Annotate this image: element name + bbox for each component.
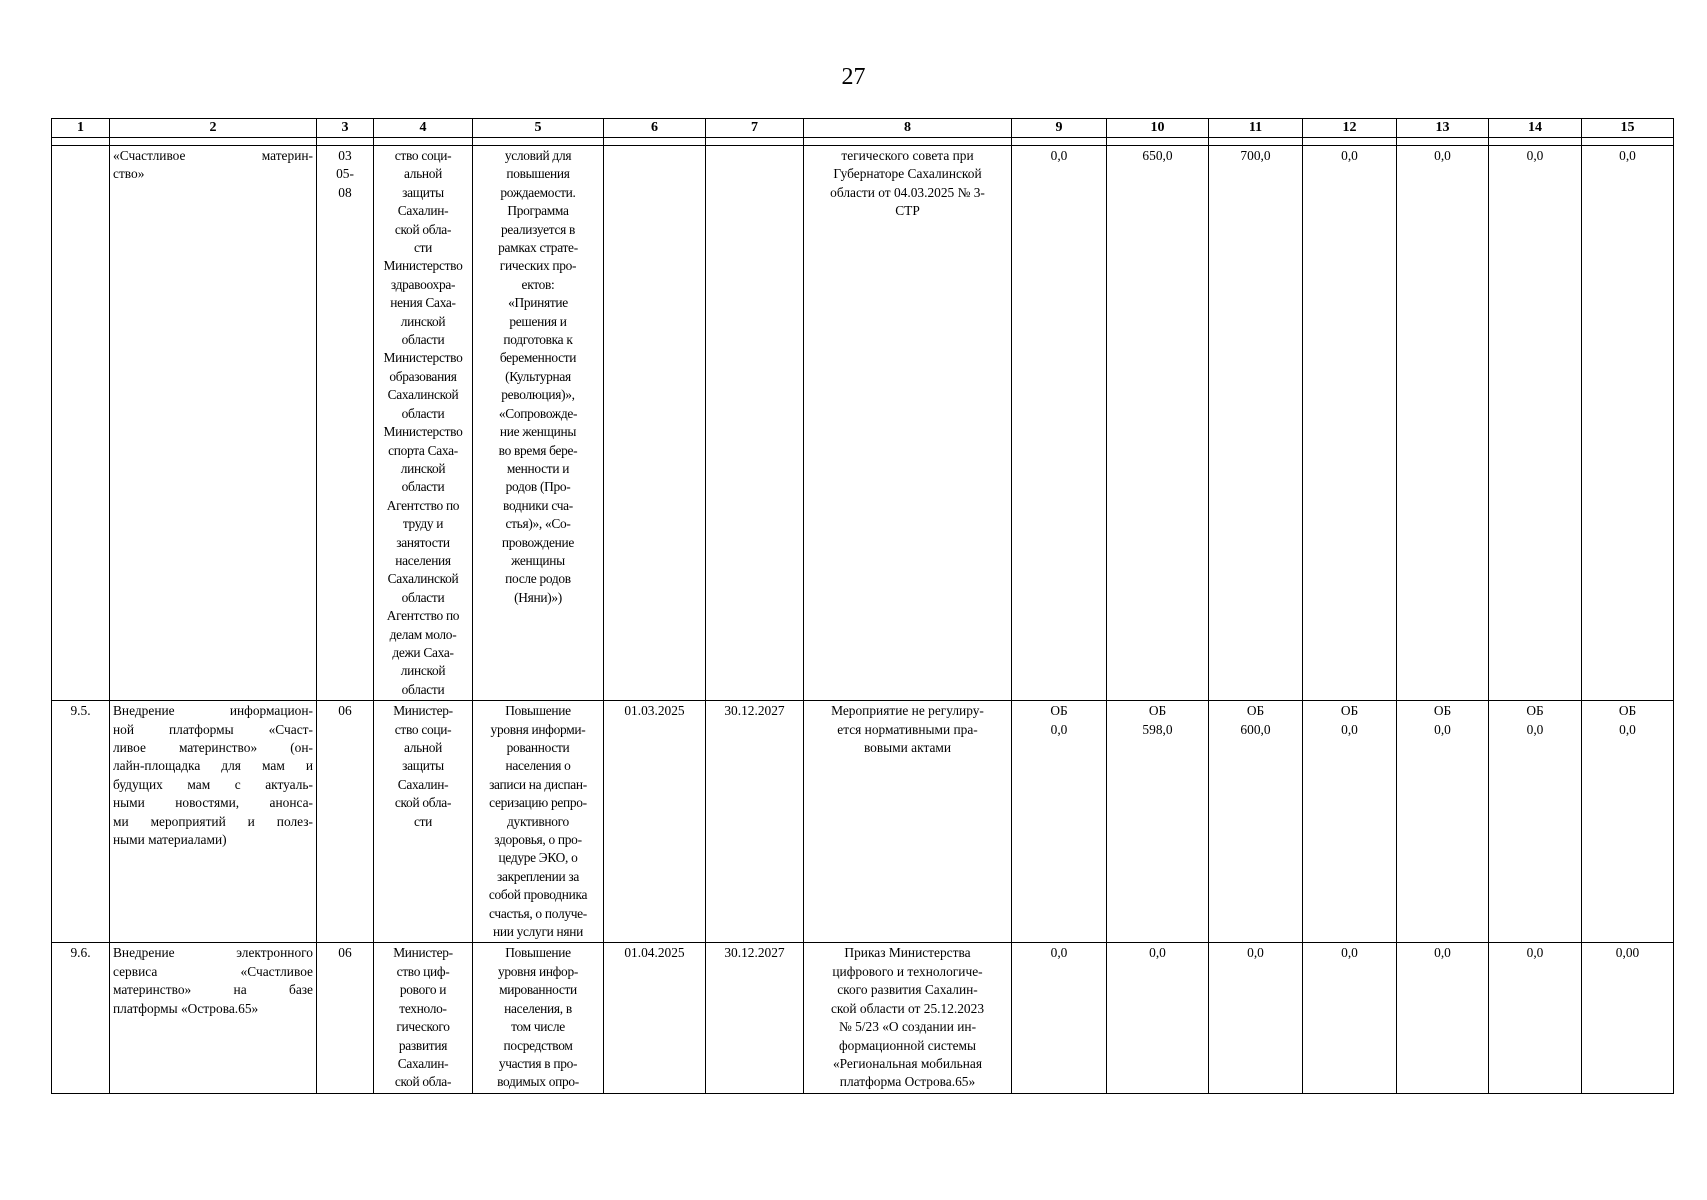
value-cell-col12 (1303, 701, 1397, 943)
cell-text-line: революция)», (501, 387, 575, 403)
cell-text-line: ОБ (1246, 703, 1265, 719)
cell-text-line: здоровья, о про- (494, 832, 582, 848)
column-number-row (52, 119, 1674, 138)
cell-text-line: Мероприятие не регулиру- (831, 703, 984, 719)
legal-basis-cell (804, 701, 1012, 943)
cell-text-line: Сахалинской (387, 387, 459, 403)
value-cell-col9 (1012, 146, 1107, 701)
column-header: 5 (473, 119, 604, 138)
executor-cell (374, 701, 473, 943)
value-cell-col15 (1582, 943, 1674, 1093)
cell-text-line: 0,0 (1434, 148, 1451, 163)
value-cell-col10 (1107, 701, 1209, 943)
value-cell-col10 (1107, 943, 1209, 1093)
cell-text-line: 0,0 (1619, 721, 1636, 737)
column-header: 13 (1397, 119, 1489, 138)
cell-text-line: рового и (399, 982, 447, 998)
cell-text-line: альной (403, 740, 443, 755)
cell-text-line: рождаемости. (500, 184, 576, 200)
cell-text-line: спорта Саха- (388, 442, 458, 458)
cell-text-line: ской обла- (394, 1074, 452, 1090)
cell-text-line: записи на диспан- (489, 776, 587, 792)
cell-text-line: мированности (499, 982, 577, 998)
cell-text-line: ство циф- (396, 963, 450, 979)
cell-text-line: 0,0 (1526, 721, 1544, 737)
cell-text-line: альной (403, 166, 443, 182)
table-row (52, 701, 1674, 943)
cell-text-line: счастья, о получе- (489, 905, 587, 921)
cell-text-line: 0,0 (1526, 945, 1544, 961)
value-cell-col12 (1303, 943, 1397, 1093)
cell-text-line: ными новостями, анонса- (113, 795, 313, 811)
cell-text-line: труду и (402, 516, 444, 532)
cell-text-line: области от 04.03.2025 № 3- (830, 184, 985, 200)
value-cell-col9 (1012, 701, 1107, 943)
measure-name-cell (110, 701, 317, 943)
cell-text-line: защиты (402, 184, 444, 200)
header-gap (52, 138, 1674, 146)
cell-text-line: нения Саха- (390, 295, 456, 311)
cell-text-line: СТР (895, 203, 920, 219)
cell-text-line: 0,00 (1615, 945, 1640, 961)
cell-text-line: дежи Саха- (392, 644, 454, 660)
cell-text-line: родов (Про- (505, 479, 571, 495)
cell-text-line: области (401, 479, 445, 495)
value-cell-col14 (1489, 701, 1582, 943)
cell-text-line: собой проводника (488, 887, 588, 903)
cell-text-line: менности и (506, 460, 570, 476)
column-header: 11 (1209, 119, 1303, 138)
cell-text-line: «Региональная мобильная (832, 1055, 983, 1071)
cell-text-line: Агентство по (386, 608, 460, 624)
cell-text-line: 05- (336, 166, 354, 182)
cell-text-line: ство» (113, 166, 145, 182)
cell-text-line: сти (413, 240, 433, 256)
cell-text-line: 03 (338, 148, 352, 163)
cell-text-line: 0,0 (1341, 148, 1358, 163)
cell-text-line: Внедрение электронного (113, 945, 313, 961)
cell-text-line: гического (396, 1019, 450, 1035)
cell-text-line: 650,0 (1142, 148, 1173, 163)
cell-text-line: 700,0 (1240, 148, 1271, 163)
cell-text-line: 0,0 (1247, 945, 1264, 961)
cell-text-line: платформы «Острова.65» (113, 1000, 259, 1016)
cell-text-line: 0,0 (1149, 945, 1166, 961)
column-header: 7 (706, 119, 804, 138)
cell-text-line: ской обла- (394, 221, 452, 237)
cell-text-line: ской области от 25.12.2023 (830, 1000, 985, 1016)
cell-text-line: области (401, 589, 445, 605)
cell-text-line: ется нормативными пра- (837, 721, 978, 737)
value-cell-col13 (1397, 943, 1489, 1093)
cell-text-line: (Культурная (505, 368, 571, 384)
cell-text-line: ливое материнство» (он- (113, 740, 313, 755)
cell-text-line: образования (389, 368, 457, 384)
value-cell-col13 (1397, 146, 1489, 701)
cell-text-line: платформа Острова.65» (839, 1074, 976, 1090)
column-header: 4 (374, 119, 473, 138)
cell-text-line: закреплении за (496, 868, 580, 884)
cell-text-line: области (401, 405, 445, 421)
cell-text-line: ной платформы «Счаст- (113, 721, 313, 737)
measure-name-cell (110, 146, 317, 701)
cell-text-line: серизацию репро- (489, 795, 587, 811)
end-date-cell: 30.12.2027 (706, 701, 804, 943)
cell-text-line: 06 (338, 945, 352, 961)
value-cell-col11 (1209, 146, 1303, 701)
legal-basis-cell (804, 943, 1012, 1093)
cell-text-line: беременности (499, 350, 577, 366)
cell-text-line: 0,0 (1050, 148, 1068, 163)
legal-basis-cell (804, 146, 1012, 701)
cell-text-line: после родов (505, 571, 571, 587)
column-header: 10 (1107, 119, 1209, 138)
row-number-cell (52, 146, 110, 701)
cell-text-line: формационной системы (838, 1037, 977, 1053)
cell-text-line: занятости (396, 534, 450, 550)
cell-text-line: населения (395, 552, 451, 568)
cell-text-line: Министерство (383, 350, 463, 366)
cell-text-line: «Счастливое материн- (113, 148, 313, 163)
cell-text-line: 0,0 (1050, 945, 1068, 961)
cell-text-line: 600,0 (1240, 721, 1271, 737)
cell-text-line: области (401, 332, 445, 348)
measure-name-cell (110, 943, 317, 1093)
cell-text-line: Повышение (505, 945, 571, 961)
cell-text-line: ОБ (1050, 703, 1068, 719)
cell-text-line: делам моло- (389, 626, 457, 642)
column-header: 14 (1489, 119, 1582, 138)
cell-text-line: здравоохра- (390, 276, 456, 292)
cell-text-line: рамках страте- (498, 240, 578, 256)
cell-text-line: Министер- (393, 945, 453, 961)
cell-text-line: 06 (338, 703, 352, 719)
cell-text-line: сти (413, 813, 433, 829)
column-header: 8 (804, 119, 1012, 138)
code-cell (317, 146, 374, 701)
cell-text-line: 0,0 (1619, 148, 1636, 163)
end-date-cell (706, 146, 804, 701)
cell-text-line: водники сча- (503, 497, 573, 513)
cell-text-line: будущих мам с актуаль- (113, 776, 313, 792)
cell-text-line: нии услуги няни (492, 924, 584, 940)
cell-text-line: области (401, 681, 445, 697)
end-date-cell: 30.12.2027 (706, 943, 804, 1093)
cell-text-line: Приказ Министерства (844, 945, 971, 961)
cell-text-line: участия в про- (498, 1055, 578, 1071)
start-date-cell: 01.04.2025 (604, 943, 706, 1093)
start-date-cell: 01.03.2025 (604, 701, 706, 943)
cell-text-line: Губернаторе Сахалинской (833, 166, 982, 182)
cell-text-line: 0,0 (1434, 945, 1451, 961)
cell-text-line: гических про- (499, 258, 577, 274)
cell-text-line: стья)», «Со- (505, 516, 571, 532)
cell-text-line: развития (398, 1037, 448, 1053)
cell-text-line: линской (400, 460, 446, 476)
start-date-cell (604, 146, 706, 701)
program-table (51, 118, 1674, 1094)
cell-text-line: Внедрение информацион- (113, 703, 313, 719)
cell-text-line: 08 (338, 184, 352, 200)
cell-text-line: лайн-площадка для мам и (113, 758, 313, 774)
cell-text-line: 0,0 (1434, 721, 1451, 737)
column-header: 2 (110, 119, 317, 138)
code-cell (317, 943, 374, 1093)
cell-text-line: уровня инфор- (497, 963, 579, 979)
cell-text-line: условий для (504, 148, 572, 163)
value-cell-col9 (1012, 943, 1107, 1093)
column-header: 6 (604, 119, 706, 138)
cell-text-line: защиты (402, 758, 444, 774)
value-cell-col14 (1489, 146, 1582, 701)
cell-text-line: 598,0 (1142, 721, 1173, 737)
cell-text-line: ство соци- (394, 148, 452, 163)
cell-text-line: Министерство (383, 424, 463, 440)
cell-text-line: дуктивного (507, 813, 569, 829)
cell-text-line: ОБ (1618, 703, 1637, 719)
cell-text-line: провождение (501, 534, 575, 550)
value-cell-col15 (1582, 701, 1674, 943)
expected-result-cell (473, 146, 604, 701)
value-cell-col13 (1397, 701, 1489, 943)
column-header: 3 (317, 119, 374, 138)
cell-text-line: ектов: (521, 276, 555, 292)
value-cell-col14 (1489, 943, 1582, 1093)
value-cell-col10 (1107, 146, 1209, 701)
cell-text-line: сервиса «Счастливое (113, 963, 313, 979)
cell-text-line: посредством (503, 1037, 573, 1053)
cell-text-line: населения, в (504, 1000, 572, 1016)
column-header: 1 (52, 119, 110, 138)
row-number-cell: 9.6. (52, 943, 110, 1093)
cell-text-line: населения о (505, 758, 571, 774)
cell-text-line: ОБ (1340, 703, 1359, 719)
cell-text-line: Повышение (505, 703, 571, 719)
value-cell-col12 (1303, 146, 1397, 701)
cell-text-line: цедуре ЭКО, о (498, 850, 578, 866)
cell-text-line: уровня информи- (490, 721, 586, 737)
cell-text-line: женщины (511, 552, 565, 568)
cell-text-line: том числе (511, 1019, 565, 1035)
cell-text-line: 0,0 (1341, 945, 1358, 961)
cell-text-line: ми мероприятий и полез- (113, 813, 313, 829)
cell-text-line: Сахалинской (387, 571, 459, 587)
cell-text-line: Программа (507, 203, 569, 219)
row-number-cell: 9.5. (52, 701, 110, 943)
cell-text-line: тегического совета при (841, 148, 974, 163)
cell-text-line: во время бере- (498, 442, 578, 458)
cell-text-line: Министерство (383, 258, 463, 274)
table-row (52, 146, 1674, 701)
cell-text-line: подготовка к (503, 332, 573, 348)
cell-text-line: цифрового и технологиче- (832, 963, 983, 979)
cell-text-line: повышения (506, 166, 570, 182)
cell-text-line: вовыми актами (863, 740, 952, 755)
value-cell-col11 (1209, 701, 1303, 943)
expected-result-cell (473, 943, 604, 1093)
expected-result-cell (473, 701, 604, 943)
cell-text-line: «Сопровожде- (498, 405, 578, 421)
value-cell-col11 (1209, 943, 1303, 1093)
value-cell-col15 (1582, 146, 1674, 701)
column-header: 12 (1303, 119, 1397, 138)
column-header: 15 (1582, 119, 1674, 138)
cell-text-line: решения и (509, 313, 567, 329)
cell-text-line: 0,0 (1050, 721, 1068, 737)
cell-text-line: Сахалин- (397, 776, 449, 792)
cell-text-line: линской (400, 313, 446, 329)
cell-text-line: ской обла- (394, 795, 452, 811)
cell-text-line: ского развития Сахалин- (837, 982, 978, 998)
column-header: 9 (1012, 119, 1107, 138)
cell-text-line: рованности (506, 740, 570, 755)
cell-text-line: ство соци- (394, 721, 452, 737)
executor-cell (374, 943, 473, 1093)
cell-text-line: № 5/23 «О создании ин- (838, 1019, 977, 1035)
code-cell (317, 701, 374, 943)
cell-text-line: техноло- (399, 1000, 447, 1016)
table-row (52, 943, 1674, 1093)
cell-text-line: 0,0 (1526, 148, 1544, 163)
cell-text-line: материнство» на базе (113, 982, 313, 998)
cell-text-line: водимых опро- (497, 1074, 579, 1090)
cell-text-line: ными материалами) (113, 832, 227, 848)
page-number: 27 (841, 64, 866, 90)
cell-text-line: ОБ (1526, 703, 1544, 719)
cell-text-line: Агентство по (386, 497, 460, 513)
cell-text-line: ОБ (1433, 703, 1452, 719)
cell-text-line: Сахалин- (397, 203, 449, 219)
cell-text-line: «Принятие (508, 295, 568, 311)
executor-cell (374, 146, 473, 701)
cell-text-line: линской (400, 663, 446, 679)
cell-text-line: (Няни)») (514, 589, 562, 605)
cell-text-line: Сахалин- (397, 1055, 449, 1071)
cell-text-line: Министер- (393, 703, 453, 719)
cell-text-line: ние женщины (499, 424, 577, 440)
cell-text-line: ОБ (1148, 703, 1167, 719)
cell-text-line: реализуется в (500, 221, 576, 237)
cell-text-line: 0,0 (1341, 721, 1358, 737)
